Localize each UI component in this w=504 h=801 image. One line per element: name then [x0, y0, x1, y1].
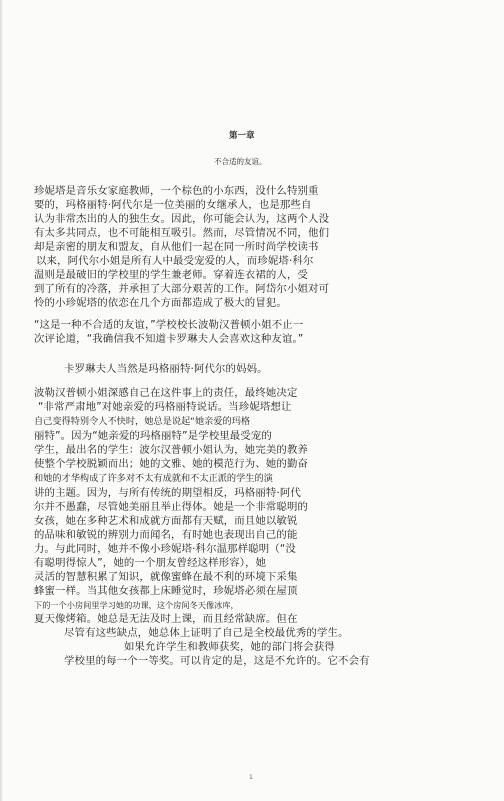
text-line: 到了所有的冷落，并承担了大部分艰苦的工作。阿岱尔小姐对可: [34, 283, 330, 295]
text-line: 讲的主题。因为，与所有传统的期望相反，玛格丽特·阿代: [34, 487, 301, 499]
text-line: 和她的才华构成了许多对不太有成就和不太正派的学生的演: [34, 473, 273, 484]
text-line: 下的一个小房间里学习她的功课，这个房间冬天像冰库，: [34, 600, 239, 610]
chapter-subtitle: 不合适的友谊。: [214, 157, 267, 166]
text-line: 波勒汉普顿小姐深感自己在这件事上的责任，最终她决定: [34, 387, 298, 399]
text-line: 卡罗琳夫人当然是玛格丽特·阿代尔的妈妈。: [64, 363, 268, 375]
scan-edge-shadow: [0, 0, 3, 801]
text-line: 温则是最破旧的学校里的学生兼老师。穿着连衣裙的人，受: [34, 269, 309, 281]
chapter-title: 第一章: [229, 131, 255, 141]
text-line: 珍妮塔是音乐女家庭教师，一个棕色的小东西，没什么特别重: [34, 185, 319, 197]
text-line: 怜的小珍妮塔的依恋在几个方面都造成了极大的冒犯。: [34, 297, 287, 309]
text-line: 有太多共同点，也不可能相互吸引。然而，尽管情况不同，他们: [34, 227, 330, 239]
text-line: 夏天像烤箱。她总是无法及时上课，而且经常缺席。但在: [34, 613, 298, 625]
text-line: 尽管有这些缺点，她总体上证明了自己是全校最优秀的学生。: [64, 627, 349, 639]
text-line: 以来，阿代尔小姐是所有人中最受宠爱的人，而珍妮塔·科尔: [36, 255, 314, 267]
text-line: 灵活的智慧积累了知识，就像蜜蜂在最不利的环境下采集: [34, 571, 298, 583]
text-line: 认为非常杰出的人的独生女。因此，你可能会认为，这两个人没: [34, 213, 330, 225]
page-number: 1: [249, 774, 253, 781]
text-line: 使整个学校脱颖而出；她的文雅、她的模范行为、她的勤奋: [34, 458, 309, 470]
text-line: 力。与此同时，她并不像小珍妮塔·科尔温那样聪明（“没: [34, 543, 296, 555]
text-line: 蜂蜜一样。当其他女孩都上床睡觉时，珍妮塔必须在屋顶: [34, 585, 298, 597]
text-line: 的品味和敏锐的辨别力而闻名，有时她也表现出自己的能: [34, 529, 298, 541]
text-line: 要的，玛格丽特·阿代尔是一位美丽的女继承人，也是那些自: [34, 199, 312, 211]
text-line: 次评论道，“我确信我不知道卡罗琳夫人会喜欢这种友谊。”: [34, 333, 304, 345]
text-line: 如果允许学生和教师获奖，她的部门将会获得: [124, 641, 335, 653]
text-line: 学生，最出名的学生：波尔汉普顿小姐认为，她完美的教养: [34, 444, 309, 456]
text-line: 学校里的每一个一等奖。可以肯定的是，这是不允许的。它不会有: [64, 655, 370, 667]
text-line: 自己变得特别令人不快时，她总是说起“她亲爱的玛格: [34, 416, 251, 427]
text-line: 却是亲密的朋友和盟友，自从他们一起在同一所时尚学校读书: [34, 241, 319, 253]
text-line: 丽特”。因为“她亲爱的玛格丽特”是学校里最受宠的: [34, 430, 272, 442]
text-line: “这是一种不合适的友谊，”学校校长波勒汉普顿小姐不止一: [34, 319, 304, 331]
text-line: 有聪明得惊人”，她的一个朋友曾经这样形容），她: [34, 557, 267, 569]
text-line: 尔并不愚蠢，尽管她美丽且举止得体。她是一个非常聪明的: [34, 501, 309, 513]
text-line: “非常严肃地”对她亲爱的玛格丽特说话。当珍妮塔想让: [38, 401, 292, 413]
text-line: 女孩，她在多种艺术和成就方面都有天赋，而且她以敏锐: [34, 515, 298, 527]
